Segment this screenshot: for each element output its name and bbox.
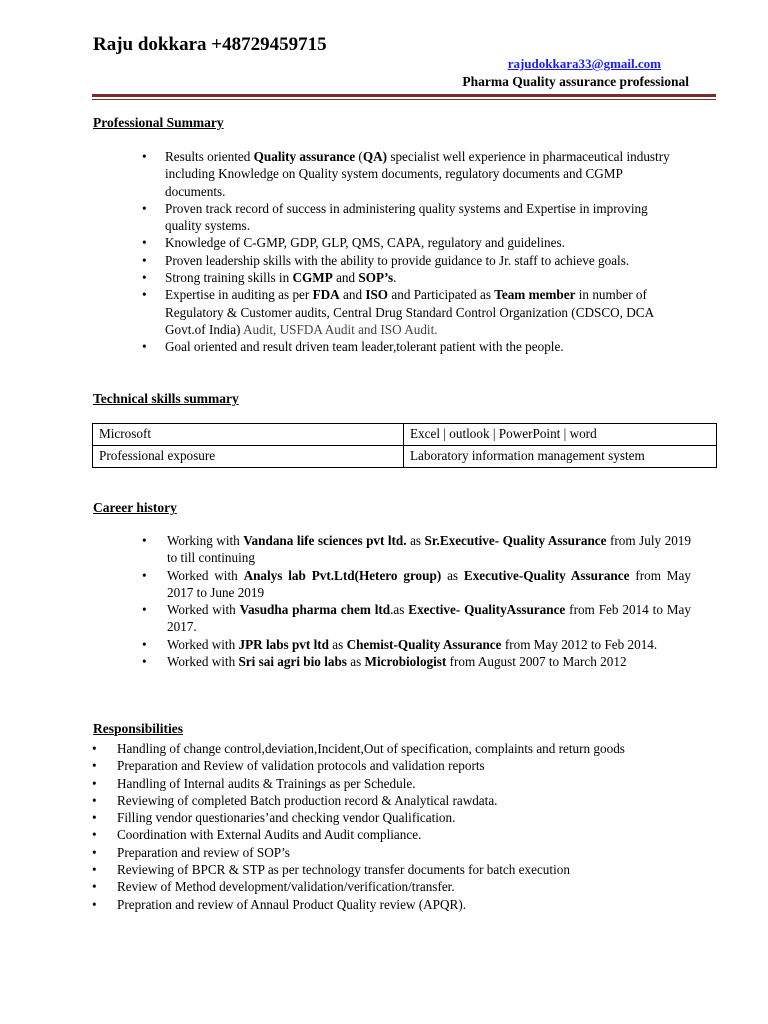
table-cell: Excel | outlook | PowerPoint | word	[404, 424, 717, 446]
list-item: • Proven track record of success in administering quality systems and Expertise in improving quality systems.	[165, 200, 685, 235]
list-item: • Reviewing of BPCR & STP as per technology transfer documents for batch execution	[117, 861, 691, 878]
list-item: • Prepration and review of Annaul Product Quality review (APQR).	[117, 896, 691, 913]
list-item: • Knowledge of C-GMP, GDP, GLP, QMS, CAPA, regulatory and guidelines.	[165, 234, 685, 251]
list-item: • Goal oriented and result driven team leader,tolerant patient with the people.	[165, 338, 685, 355]
table-row	[93, 424, 717, 446]
list-item: • Expertise in auditing as per FDA and ISO and Participated as Team member in number of Regulatory & Customer audits, Central Drug Standard Control Organization (CDSCO, DCA Govt.of India) Audit, USFDA Audit and ISO Audit.	[165, 286, 685, 338]
list-item: • Coordination with External Audits and Audit compliance.	[117, 826, 691, 843]
list-item: • Strong training skills in CGMP and SOP’s.	[165, 269, 685, 286]
list-item: • Filling vendor questionaries’and checking vendor Qualification.	[117, 809, 691, 826]
career-history-heading: Career history	[93, 500, 177, 515]
list-item: • Working with Vandana life sciences pvt ltd. as Sr.Executive- Quality Assurance from July 2019 to till continuing	[167, 532, 691, 567]
technical-skills-table	[92, 423, 717, 468]
list-item: • Worked with JPR labs pvt ltd as Chemist-Quality Assurance from May 2012 to Feb 2014.	[167, 636, 691, 653]
list-item: • Results oriented Quality assurance (QA) specialist well experience in pharmaceutical industry including Knowledge on Quality system documents, regulatory documents and CGMP documents.	[165, 148, 685, 200]
list-item: • Preparation and Review of validation protocols and validation reports	[117, 757, 691, 774]
technical-skills-heading: Technical skills summary	[93, 391, 239, 406]
list-item: • Proven leadership skills with the ability to provide guidance to Jr. staff to achieve goals.	[165, 252, 685, 269]
table-cell: Microsoft	[93, 424, 404, 446]
table-cell: Professional exposure	[93, 446, 404, 468]
table-cell: Laboratory information management system	[404, 446, 717, 468]
professional-summary-heading: Professional Summary	[93, 115, 224, 130]
header-divider-thin	[92, 99, 716, 100]
summary-list	[165, 148, 685, 356]
candidate-role: Pharma Quality assurance professional	[462, 74, 689, 89]
list-item: • Reviewing of completed Batch production record & Analytical rawdata.	[117, 792, 691, 809]
list-item: • Preparation and review of SOP’s	[117, 844, 691, 861]
list-item: • Handling of change control,deviation,Incident,Out of specification, complaints and return goods	[117, 740, 691, 757]
list-item: • Handling of Internal audits & Trainings as per Schedule.	[117, 775, 691, 792]
list-item: • Worked with Sri sai agri bio labs as Microbiologist from August 2007 to March 2012	[167, 653, 691, 670]
list-item: • Review of Method development/validation/verification/transfer.	[117, 878, 691, 895]
responsibilities-heading: Responsibilities	[93, 721, 184, 736]
list-item: • Worked with Analys lab Pvt.Ltd(Hetero group) as Executive-Quality Assurance from May 2017 to June 2019	[167, 567, 691, 602]
list-item: • Worked with Vasudha pharma chem ltd.as Exective- QualityAssurance from Feb 2014 to May 2017.	[167, 601, 691, 636]
email-link[interactable]: rajudokkara33@gmail.com	[507, 56, 661, 71]
candidate-name: Raju dokkara +48729459715	[93, 34, 327, 55]
header-divider	[92, 94, 716, 97]
responsibilities-list	[117, 740, 691, 913]
table-row	[93, 446, 717, 468]
career-list	[167, 532, 691, 670]
